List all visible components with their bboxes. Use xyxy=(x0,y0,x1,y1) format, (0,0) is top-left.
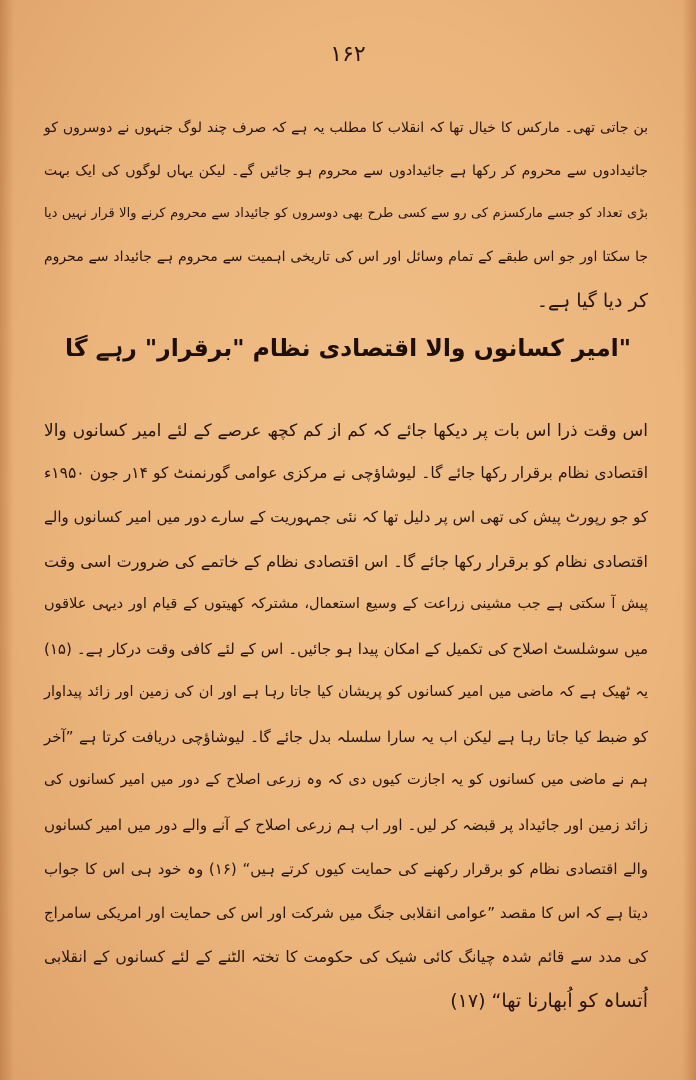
paragraph-line: کو جو رپورٹ پیش کی تھی اس پر دلیل تھا کہ نئی جمہوریت کے سارے دور میں امیر کسانوں والے xyxy=(44,508,648,526)
paragraph-line: اقتصادی نظام کو برقرار رکھا جائے گا۔ اس اقتصادی نظام کے خاتمے کی ضرورت اسی وقت xyxy=(44,552,648,571)
paragraph-line: یہ ٹھیک ہے کہ ماضی میں امیر کسانوں کو پریشان کیا جاتا رہا ہے اور ان کی زمین اور زائد پیداوار xyxy=(44,684,648,700)
paragraph-line: دیتا ہے کہ اس کا مقصد ”عوامی انقلابی جنگ میں شرکت اور اس کی حمایت اور امریکی سامراج xyxy=(44,904,648,922)
page-number: ۱۶۲ xyxy=(330,42,366,67)
paragraph-line: والے اقتصادی نظام کو برقرار رکھنے کی حمایت کیوں کرتے ہیں“ (۱۶) وہ خود ہی اس کا جواب xyxy=(44,860,648,878)
paragraph-line: میں سوشلسٹ اصلاح کی تکمیل کے امکان پیدا ہو جائیں۔ اس کے لئے کافی وقت درکار ہے۔ (۱۵) xyxy=(44,640,648,658)
paragraph-line: جا سکتا اور جو اس طبقے کے تمام وسائل اور اس کی تاریخی اہمیت سے محروم ہے جائیداد سے محروم xyxy=(44,249,648,265)
paragraph-line: بڑی تعداد کو جسے مارکسزم کی رو سے کسی طرح بھی دوسروں کو جائیداد سے محروم کرنے والا قرار نہیں دیا xyxy=(44,206,648,221)
paragraph-line: جائیدادوں سے محروم کر رکھا ہے جائیدادوں سے محروم ہو جائیں گے۔ لیکن یہاں لوگوں کی ایک بہت xyxy=(44,163,648,179)
paragraph-line: کی مدد سے قائم شدہ چیانگ کائی شیک کی حکومت کا تختہ الٹنے کے لئے کسانوں کے انقلابی xyxy=(44,948,648,966)
paragraph-line: پیش آ سکتی ہے جب مشینی زراعت کے وسیع استعمال، مشترکہ کھیتوں کے قیام اور دیہی علاقوں xyxy=(44,596,648,612)
section-heading: "امیر کسانوں والا اقتصادی نظام "برقرار" رہے گا xyxy=(65,334,631,362)
page-edge-left xyxy=(0,0,14,1080)
paragraph-line: کو ضبط کیا جاتا رہا ہے لیکن اب یہ سارا سلسلہ بدل جائے گا۔ لیوشاؤچی دریافت کرتا ہے ”آخر xyxy=(44,728,648,746)
paragraph-line: بن جاتی تھی۔ مارکس کا خیال تھا کہ انقلاب کا مطلب یہ ہے کہ صرف چند لوگ جنہوں نے دوسروں کو xyxy=(44,120,648,136)
paragraph-line: کر دیا گیا ہے۔ xyxy=(536,290,648,312)
paragraph-line: اقتصادی نظام برقرار رکھا جائے گا۔ لیوشاؤچی نے مرکزی عوامی گورنمنٹ کو ۱۴ر جون ۱۹۵۰ء xyxy=(44,464,648,482)
paragraph-line: اس وقت ذرا اس بات پر دیکھا جائے کہ کم از کم کچھ عرصے کے لئے امیر کسانوں والا xyxy=(44,421,648,441)
page-edge-right xyxy=(682,0,696,1080)
paragraph-line: زائد زمین اور جائیداد پر قبضہ کر لیں۔ اور اب ہم زرعی اصلاح کے آنے والے دور میں امیر کسانوں xyxy=(44,816,648,834)
paragraph-line: اُتساہ کو اُبھارنا تھا“ (۱۷) xyxy=(450,990,648,1012)
paragraph-line: ہم نے ماضی میں کسانوں کو یہ اجازت کیوں دی کہ وہ زرعی اصلاح کے دور میں امیر کسانوں کی xyxy=(44,772,648,788)
